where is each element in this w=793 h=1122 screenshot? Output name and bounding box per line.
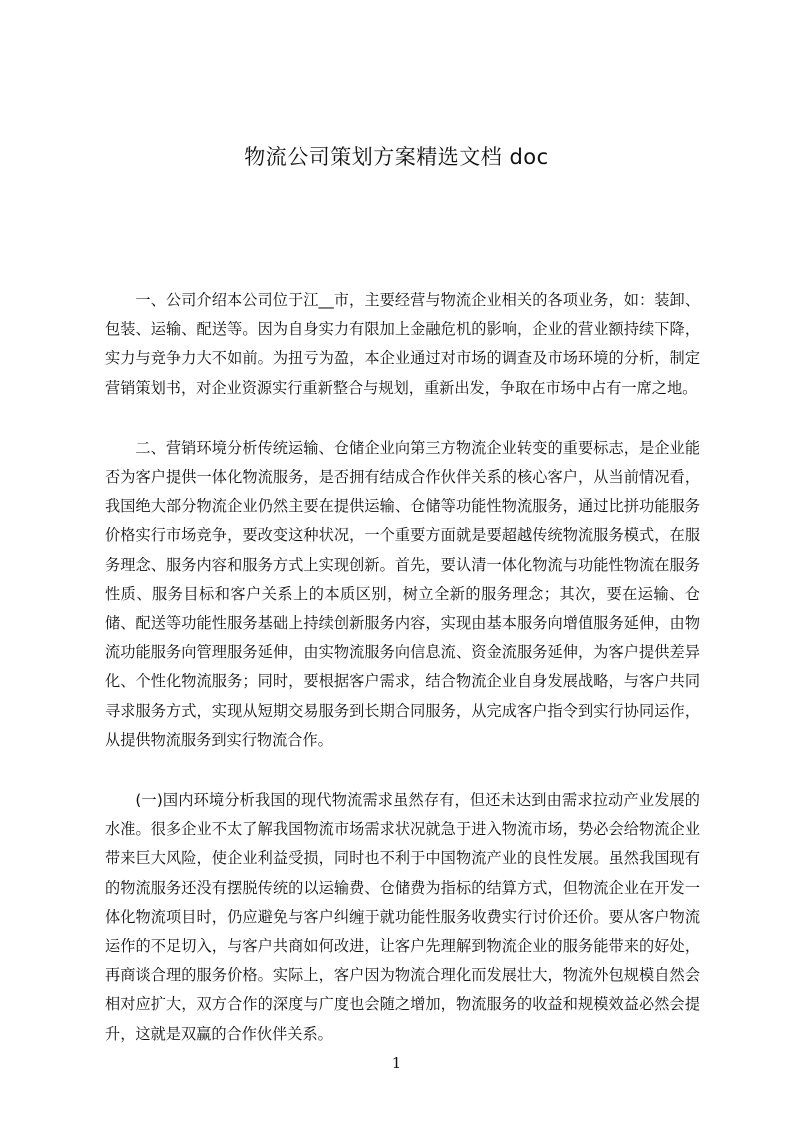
document-title: 物流公司策划方案精选文档 doc — [244, 145, 549, 169]
paragraph-domestic-environment: (一)国内环境分析我国的现代物流需求虽然存有，但还未达到由需求拉动产业发展的水准。很多企业不太了解我国物流市场需求状况就急于进入物流市场，势必会给物流企业带来巨大风险，使企业利益受损，同时也不利于中国物流产业的良性发展。虽然我国现有的物流服务还没有摆脱传统的以运输费、仓储费为指标的结算方式，但物流企业在开发一体化物流项目时，仍应避免与客户纠缠于就功能性服务收费实行讨价还价。要从客户物流运作的不足切入，与客户共商如何改进，让客户先理解到物流企业的服务能带来的好处，再商谈合理的服务价格。实际上，客户因为物流合理化而发展壮大，物流外包规模自然会相对应扩大，双方合作的深度与广度也会随之增加，物流服务的收益和规模效益必然会提升，这就是双赢的合作伙伴关系。 — [105, 791, 700, 1043]
paragraph-company-intro: 一、公司介绍本公司位于江__市，主要经营与物流企业相关的各项业务，如：装卸、包装、运输、配送等。因为自身实力有限加上金融危机的影响，企业的营业额持续下降，实力与竞争力大不如前。为扭亏为盈，本企业通过对市场的调查及市场环境的分析，制定营销策划书，对企业资源实行重新整合与规划，重新出发，争取在市场中占有一席之地。 — [105, 291, 700, 397]
page-number: 1 — [391, 1054, 402, 1072]
document-body — [105, 286, 700, 1049]
paragraph-marketing-environment: 二、营销环境分析传统运输、仓储企业向第三方物流企业转变的重要标志，是企业能否为客户提供一体化物流服务，是否拥有结成合作伙伴关系的核心客户，从当前情况看，我国绝大部分物流企业仍然主要在提供运输、仓储等功能性物流服务，通过比拼功能服务价格实行市场竞争，要改变这种状况，一个重要方面就是要超越传统物流服务模式，在服务理念、服务内容和服务方式上实现创新。首先，要认清一体化物流与功能性物流在服务性质、服务目标和客户关系上的本质区别，树立全新的服务理念；其次，要在运输、仓储、配送等功能性服务基础上持续创新服务内容，实现由基本服务向增值服务延伸，由物流功能服务向管理服务延伸，由实物流服务向信息流、资金流服务延伸，为客户提供差异化、个性化物流服务；同时，要根据客户需求，结合物流企业自身发展战略，与客户共同寻求服务方式，实现从短期交易服务到长期合同服务，从完成客户指令到实行协同运作，从提供物流服务到实行物流合作。 — [105, 438, 700, 749]
